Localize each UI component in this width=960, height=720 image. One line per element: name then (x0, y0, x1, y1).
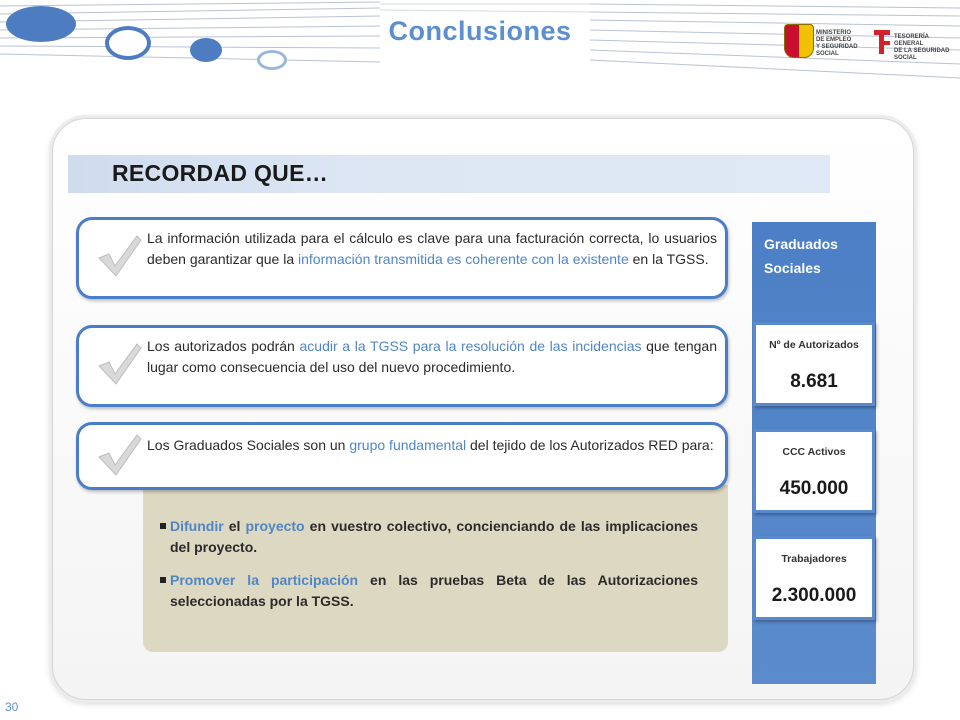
checkmark-icon (95, 232, 145, 282)
point-text-1 (147, 228, 717, 270)
body-text: que tengan lugar como consecuencia del uso del nuevo procedimiento. (147, 338, 717, 375)
stat-label: Trabajadores (781, 553, 847, 565)
banner-title: RECORDAD QUE… (112, 160, 329, 186)
highlight-text: información transmitida es coherente con la existente (298, 251, 629, 267)
body-text: el (223, 518, 246, 534)
circle-decoration-4 (257, 50, 287, 70)
body-text: La información utilizada para el cálculo es clave para una facturación correcta, lo usuarios deben garantizar que la (147, 230, 717, 267)
body-text: Los Graduados Sociales son un (147, 437, 350, 453)
tgss-logo (870, 18, 952, 66)
bullet-item-2 (160, 570, 698, 612)
stat-card-autorizados (753, 322, 875, 406)
page-number: 30 (5, 700, 19, 714)
stat-label: Nº de Autorizados (769, 339, 859, 351)
ministerio-line-3: Y SEGURIDAD SOCIAL (816, 44, 858, 57)
body-text: Los autorizados podrán (147, 338, 300, 354)
highlight-text: Difundir (170, 518, 224, 534)
ministerio-logo (782, 18, 864, 66)
stat-value: 8.681 (790, 371, 838, 392)
body-text: en vuestro colectivo, concienciando de las implicaciones del proyecto. (170, 518, 698, 555)
column-heading (764, 232, 838, 280)
body-text: en las pruebas Beta de las Autorizaciones seleccionadas por la TGSS. (170, 572, 698, 609)
stat-card-ccc (753, 429, 875, 513)
action-bullets (160, 516, 698, 624)
page-title: Conclusiones (388, 16, 572, 46)
tgss-symbol-icon (874, 30, 890, 54)
body-text: del tejido de los Autorizados RED para: (466, 437, 714, 453)
column-heading-line-1: Graduados (764, 236, 838, 252)
bullet-text-2 (170, 572, 698, 609)
point-box-2 (76, 325, 728, 407)
square-bullet-icon (160, 577, 166, 583)
tgss-line-2: DE LA SEGURIDAD SOCIAL (894, 48, 950, 61)
stat-card-trabajadores (753, 536, 875, 620)
checkmark-icon (95, 431, 145, 481)
square-bullet-icon (160, 523, 166, 529)
highlight-text: Promover la participación (170, 572, 359, 588)
coat-of-arms-icon (784, 24, 814, 58)
bullet-item-1 (160, 516, 698, 558)
highlight-text: grupo fundamental (349, 437, 467, 453)
point-text-2 (147, 336, 717, 378)
bullet-text-1 (170, 518, 698, 555)
point-box-3 (76, 422, 728, 490)
point-box-1 (76, 217, 728, 299)
highlight-text: proyecto (245, 518, 305, 534)
ministerio-line-2: DE EMPLEO (816, 37, 852, 43)
stat-value: 2.300.000 (771, 585, 857, 606)
stat-value: 450.000 (779, 478, 849, 499)
highlight-text: acudir a la TGSS para la resolución de las incidencias (299, 338, 642, 354)
ministerio-line-1: MINISTERIO (816, 30, 852, 36)
tgss-line-1: TESORERÍA GENERAL (894, 34, 929, 47)
stat-label: CCC Activos (782, 446, 846, 458)
point-text-3 (147, 435, 717, 456)
checkmark-icon (95, 340, 145, 390)
body-text: en la TGSS. (628, 251, 709, 267)
column-heading-line-2: Sociales (764, 260, 821, 276)
